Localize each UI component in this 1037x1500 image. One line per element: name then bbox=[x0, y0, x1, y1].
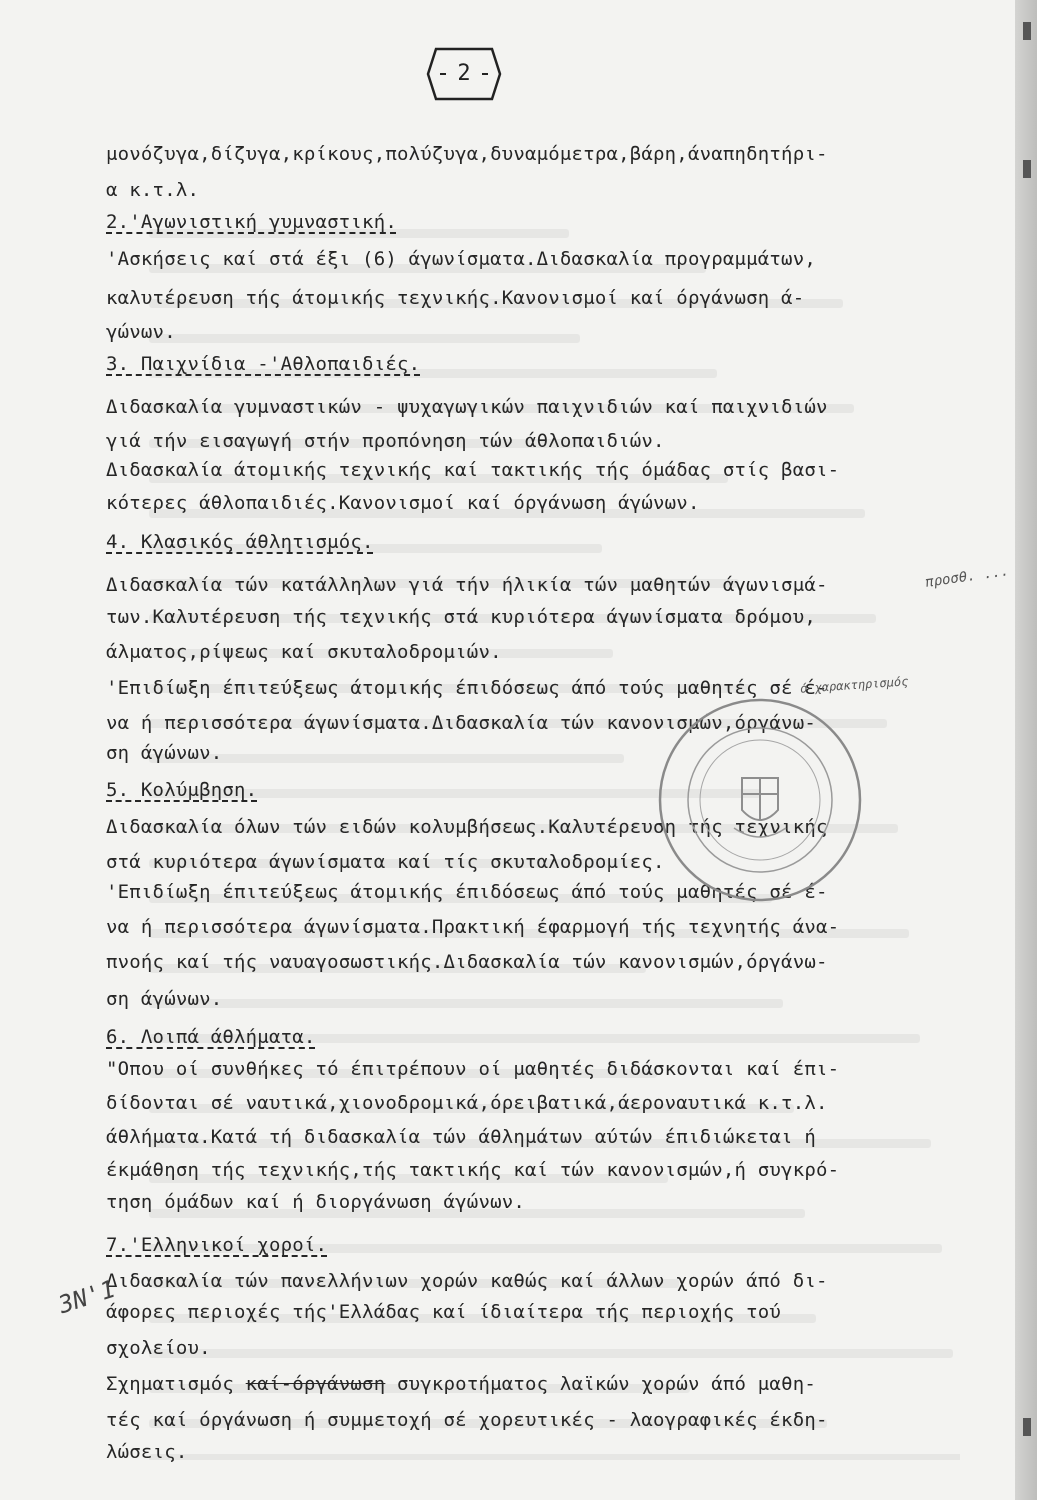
text-line bbox=[106, 988, 222, 1010]
text-line bbox=[106, 1191, 525, 1213]
bleed-through-line bbox=[149, 1349, 953, 1358]
text-line bbox=[106, 430, 665, 452]
line-text: λώσεις. bbox=[106, 1441, 188, 1463]
edge-mark bbox=[1023, 22, 1031, 40]
bleed-through-line bbox=[149, 334, 580, 343]
line-text: καλυτέρευση τής άτομικής τεχνικής.Κανονισμοί καί όργάνωση ά- bbox=[106, 287, 805, 309]
text-line bbox=[106, 1159, 839, 1181]
line-text: μονόζυγα,δίζυγα,κρίκους,πολύζυγα,δυναμόμετρα,βάρη,άναπηδητήρι- bbox=[106, 143, 828, 165]
margin-note: ό χαρακτηρισμός bbox=[799, 674, 909, 696]
text-line bbox=[106, 1301, 781, 1323]
line-text: να ή περισσότερα άγωνίσματα.Πρακτική έφαρμογή τής τεχνητής άνα- bbox=[106, 916, 840, 938]
line-text: ση άγώνων. bbox=[106, 988, 223, 1010]
line-text: Σχηματισμός bbox=[106, 1373, 235, 1395]
line-text: Διδασκαλία τών πανελλήνιων χορών καθώς καί άλλων χορών άπό δι- bbox=[106, 1270, 828, 1292]
line-text: κότερες άθλοπαιδιές.Κανονισμοί καί όργάνωση άγώνων. bbox=[106, 492, 700, 514]
text-line bbox=[106, 492, 700, 514]
line-text: άφορες περιοχές τής'Ελλάδας καί ίδιαίτερα τής περιοχής τού bbox=[106, 1301, 782, 1323]
text-line bbox=[106, 459, 839, 481]
line-text: 2.'Αγωνιστική γυμναστική. bbox=[106, 211, 397, 233]
text-line bbox=[106, 396, 828, 418]
text-line bbox=[106, 641, 502, 663]
line-text: 4. Κλασικός άθλητισμός. bbox=[106, 531, 374, 553]
line-text: Διδασκαλία όλων τών ειδών κολυμβήσεως.Καλυτέρευση τής τεχνικής bbox=[106, 816, 828, 838]
line-text: Διδασκαλία τών κατάλληλων γιά τήν ήλικία τών μαθητών άγωνισμά- bbox=[106, 574, 828, 596]
section-heading bbox=[106, 531, 374, 553]
official-stamp bbox=[650, 690, 870, 910]
line-text: 'Επιδίωξη έπιτεύξεως άτομικής έπιδόσεως άπό τούς μαθητές σέ έ- bbox=[106, 881, 828, 903]
line-text: στά κυριότερα άγωνίσματα καί τίς σκυταλοδρομίες. bbox=[106, 851, 665, 873]
text-line bbox=[106, 179, 199, 201]
line-text-rest: συγκροτήματος λαϊκών χορών άπό μαθη- bbox=[396, 1373, 816, 1395]
page-number: 2 bbox=[457, 61, 471, 86]
line-text: άλματος,ρίψεως καί σκυταλοδρομιών. bbox=[106, 641, 502, 663]
text-line bbox=[106, 951, 828, 973]
section-heading bbox=[106, 1234, 327, 1256]
line-text: γιά τήν εισαγωγή στήν προπόνηση τών άθλοπαιδιών. bbox=[106, 430, 665, 452]
line-text: να ή περισσότερα άγωνίσματα.Διδασκαλία τών κανονισμών,όργάνω- bbox=[106, 712, 816, 734]
text-line bbox=[106, 1092, 828, 1114]
line-text: δίδονται σέ ναυτικά,χιονοδρομικά,όρειβατικά,άεροναυτικά κ.τ.λ. bbox=[106, 1092, 828, 1114]
text-line bbox=[106, 916, 839, 938]
line-text: των.Καλυτέρευση τής τεχνικής στά κυριότερα άγωνίσματα δρόμου, bbox=[106, 606, 816, 628]
text-line bbox=[106, 606, 816, 628]
bleed-through-line bbox=[149, 999, 783, 1008]
line-text: έκμάθηση τής τεχνικής,τής τακτικής καί τών κανονισμών,ή συγκρό- bbox=[106, 1159, 840, 1181]
line-text: Διδασκαλία άτομικής τεχνικής καί τακτικής τής όμάδας στίς βασι- bbox=[106, 459, 840, 481]
text-line bbox=[106, 1409, 828, 1431]
text-line bbox=[106, 1058, 839, 1080]
line-text: 'Ασκήσεις καί στά έξι (6) άγωνίσματα.Διδασκαλία προγραμμάτων, bbox=[106, 248, 816, 270]
line-text: α κ.τ.λ. bbox=[106, 179, 200, 201]
text-line bbox=[106, 1337, 211, 1359]
text-line bbox=[106, 143, 828, 165]
text-line bbox=[106, 1373, 816, 1395]
line-text: γώνων. bbox=[106, 321, 176, 343]
section-heading bbox=[106, 353, 420, 375]
line-text: άθλήματα.Κατά τή διδασκαλία τών άθλημάτων αύτών έπιδιώκεται ή bbox=[106, 1126, 816, 1148]
bleed-through-line bbox=[149, 1454, 960, 1460]
section-heading bbox=[106, 779, 257, 801]
text-line bbox=[106, 1270, 828, 1292]
section-heading bbox=[106, 1026, 316, 1048]
edge-mark bbox=[1023, 160, 1031, 178]
text-line bbox=[106, 248, 816, 270]
struck-text: καί-όργάνωση bbox=[245, 1373, 386, 1395]
line-text: σχολείου. bbox=[106, 1337, 211, 1359]
line-text: ση άγώνων. bbox=[106, 742, 223, 764]
page-edge bbox=[1015, 0, 1037, 1500]
line-text: "Οπου οί συνθήκες τό έπιτρέπουν οί μαθητές διδάσκονται καί έπι- bbox=[106, 1058, 840, 1080]
line-text: πνοής καί τής ναυαγοσωστικής.Διδασκαλία τών κανονισμών,όργάνω- bbox=[106, 951, 828, 973]
line-text: τηση όμάδων καί ή διοργάνωση άγώνων. bbox=[106, 1191, 526, 1213]
section-heading bbox=[106, 211, 397, 233]
page-number-box bbox=[426, 47, 502, 101]
text-line bbox=[106, 287, 804, 309]
edge-mark bbox=[1023, 1418, 1031, 1436]
line-text: 3. Παιχνίδια -'Αθλοπαιδιές. bbox=[106, 353, 421, 375]
line-text: τές καί όργάνωση ή συμμετοχή σέ χορευτικές - λαογραφικές έκδη- bbox=[106, 1409, 828, 1431]
text-line bbox=[106, 321, 176, 343]
text-line bbox=[106, 1441, 187, 1463]
margin-signature: 3N'1 bbox=[55, 1274, 119, 1320]
line-text: 5. Κολύμβηση. bbox=[106, 779, 258, 801]
text-line bbox=[106, 851, 665, 873]
text-line bbox=[106, 574, 828, 596]
text-line bbox=[106, 1126, 816, 1148]
text-line bbox=[106, 742, 222, 764]
margin-note: προσθ. ... bbox=[924, 563, 1011, 591]
line-text: Διδασκαλία γυμναστικών - ψυχαγωγικών παιχνιδιών καί παιχνιδιών bbox=[106, 396, 828, 418]
line-text: 7.'Ελληνικοί χοροί. bbox=[106, 1234, 328, 1256]
line-text: 'Επιδίωξη έπιτεύξεως άτομικής έπιδόσεως άπό τούς μαθητές σέ έ- bbox=[106, 677, 828, 699]
line-text: 6. Λοιπά άθλήματα. bbox=[106, 1026, 316, 1048]
